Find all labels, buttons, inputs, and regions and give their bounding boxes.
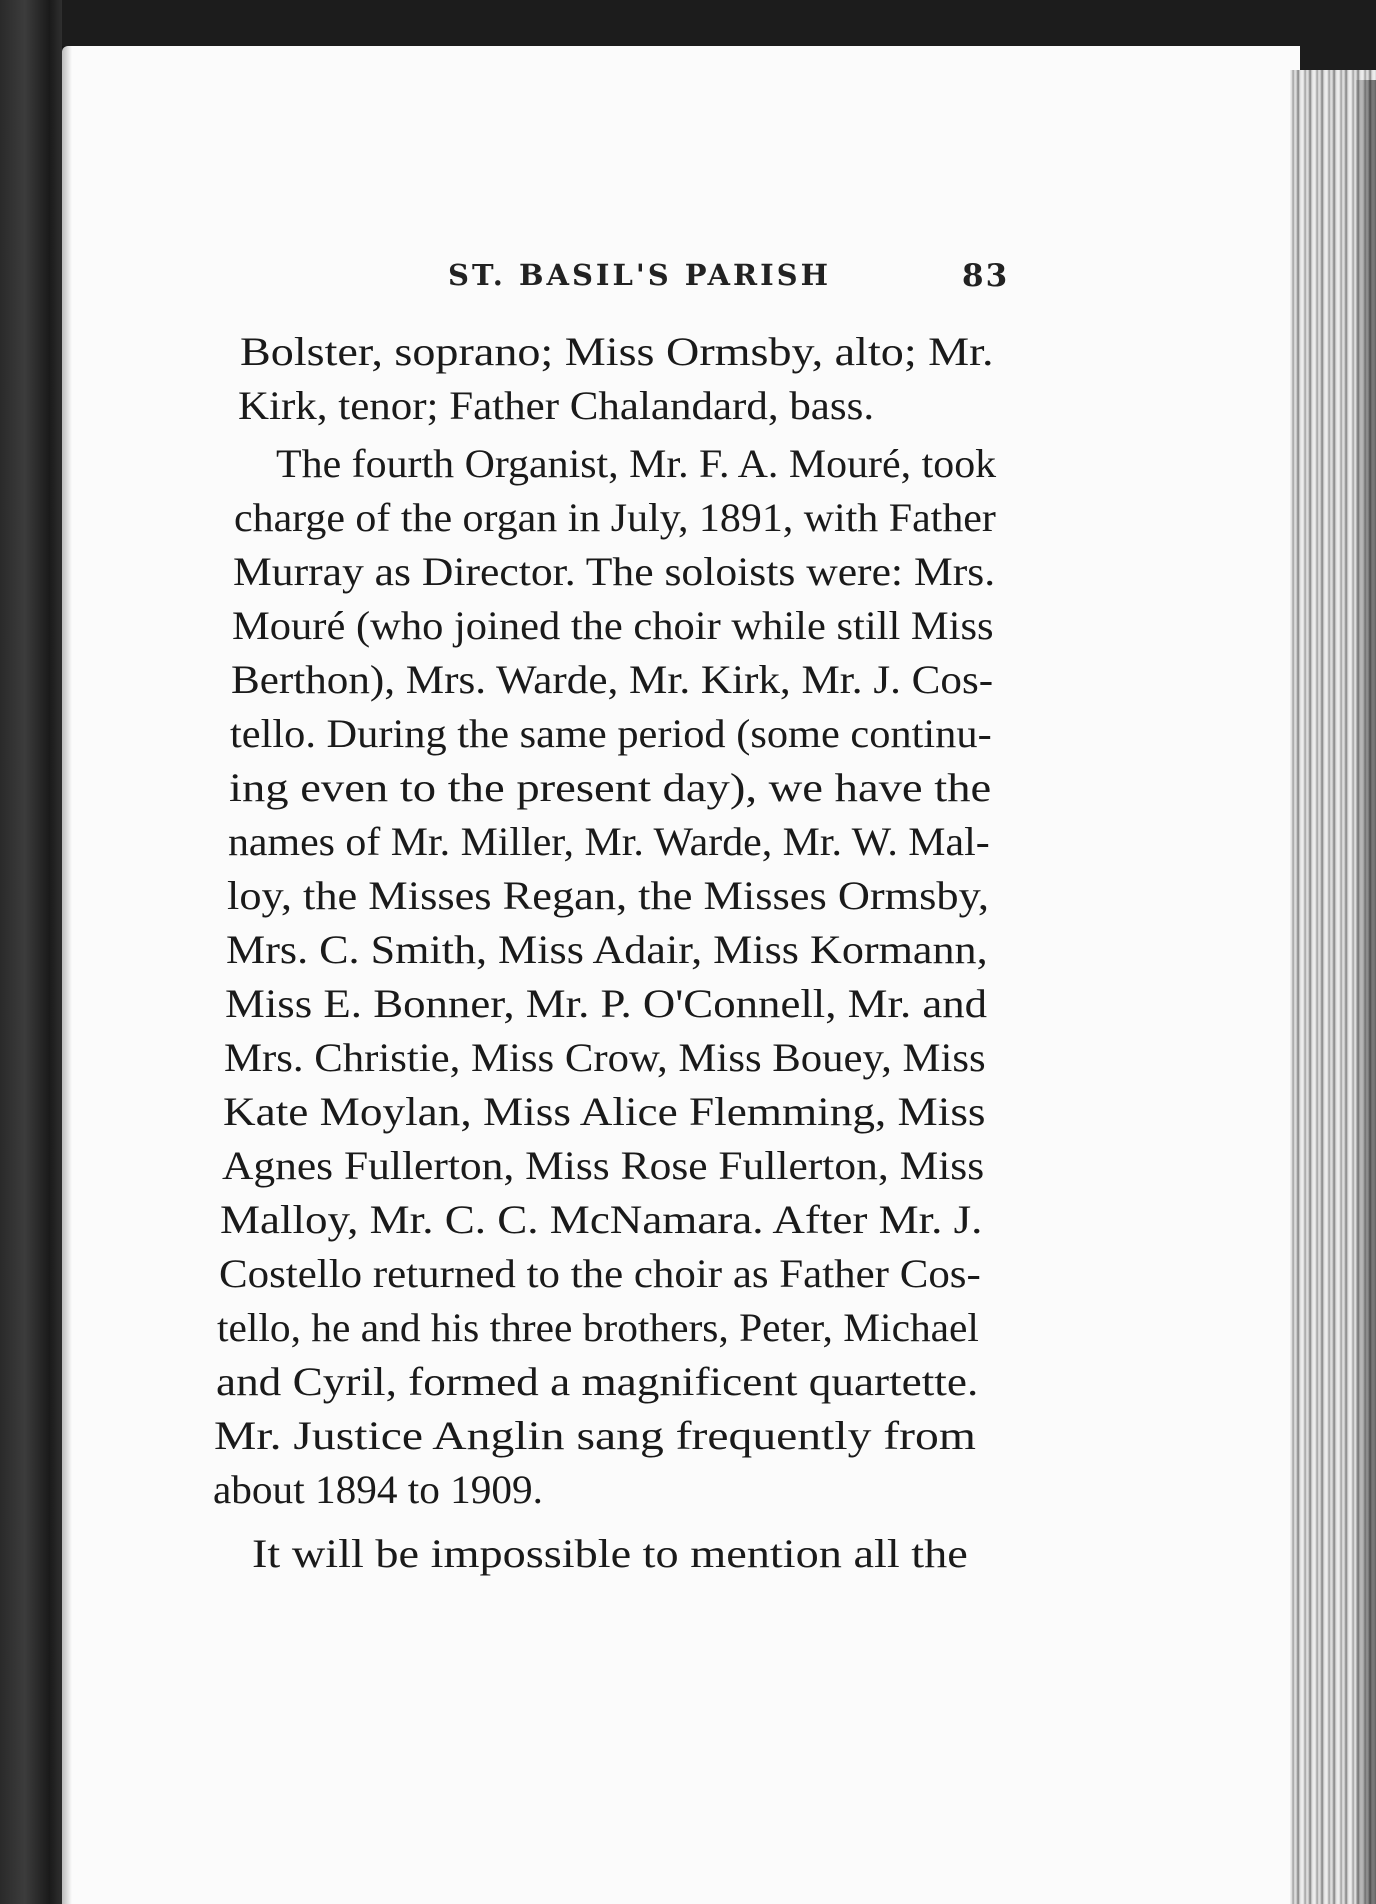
running-title: ST. BASIL'S PARISH [448, 258, 832, 292]
text-line: Agnes Fullerton, Miss Rose Fullerton, Miss [222, 1143, 985, 1188]
text-line: Malloy, Mr. C. C. McNamara. After Mr. J. [220, 1197, 983, 1242]
text-line: It will be impossible to mention all the [252, 1531, 968, 1576]
text-line: Miss E. Bonner, Mr. P. O'Connell, Mr. and [225, 981, 988, 1026]
text-line: names of Mr. Miller, Mr. Warde, Mr. W. Mal- [228, 819, 990, 864]
text-line: Berthon), Mrs. Warde, Mr. Kirk, Mr. J. Cos- [231, 657, 994, 702]
text-line: ing even to the present day), we have the [229, 765, 992, 810]
text-line: tello, he and his three brothers, Peter, Michael [217, 1305, 979, 1350]
text-line: about 1894 to 1909. [213, 1467, 543, 1512]
text-line: Costello returned to the choir as Father Cos- [219, 1251, 981, 1296]
text-line: Kirk, tenor; Father Chalandard, bass. [238, 383, 875, 428]
text-line: charge of the organ in July, 1891, with Father [234, 495, 996, 540]
text-line: Mrs. C. Smith, Miss Adair, Miss Kormann, [226, 927, 988, 972]
text-line: Mouré (who joined the choir while still Miss [232, 603, 994, 648]
text-line: and Cyril, formed a magnificent quartette. [216, 1359, 979, 1404]
text-line: Mrs. Christie, Miss Crow, Miss Bouey, Miss [224, 1035, 986, 1080]
text-line: Bolster, soprano; Miss Ormsby, alto; Mr. [240, 329, 994, 374]
text-line: tello. During the same period (some continu- [230, 711, 992, 756]
text-line: Murray as Director. The soloists were: Mrs. [233, 549, 996, 594]
text-line: Kate Moylan, Miss Alice Flemming, Miss [223, 1089, 986, 1134]
text-line: The fourth Organist, Mr. F. A. Mouré, took [276, 441, 997, 486]
text-line: loy, the Misses Regan, the Misses Ormsby, [227, 873, 990, 918]
page-number: 83 [962, 258, 1010, 294]
text-line: Mr. Justice Anglin sang frequently from [214, 1413, 976, 1458]
